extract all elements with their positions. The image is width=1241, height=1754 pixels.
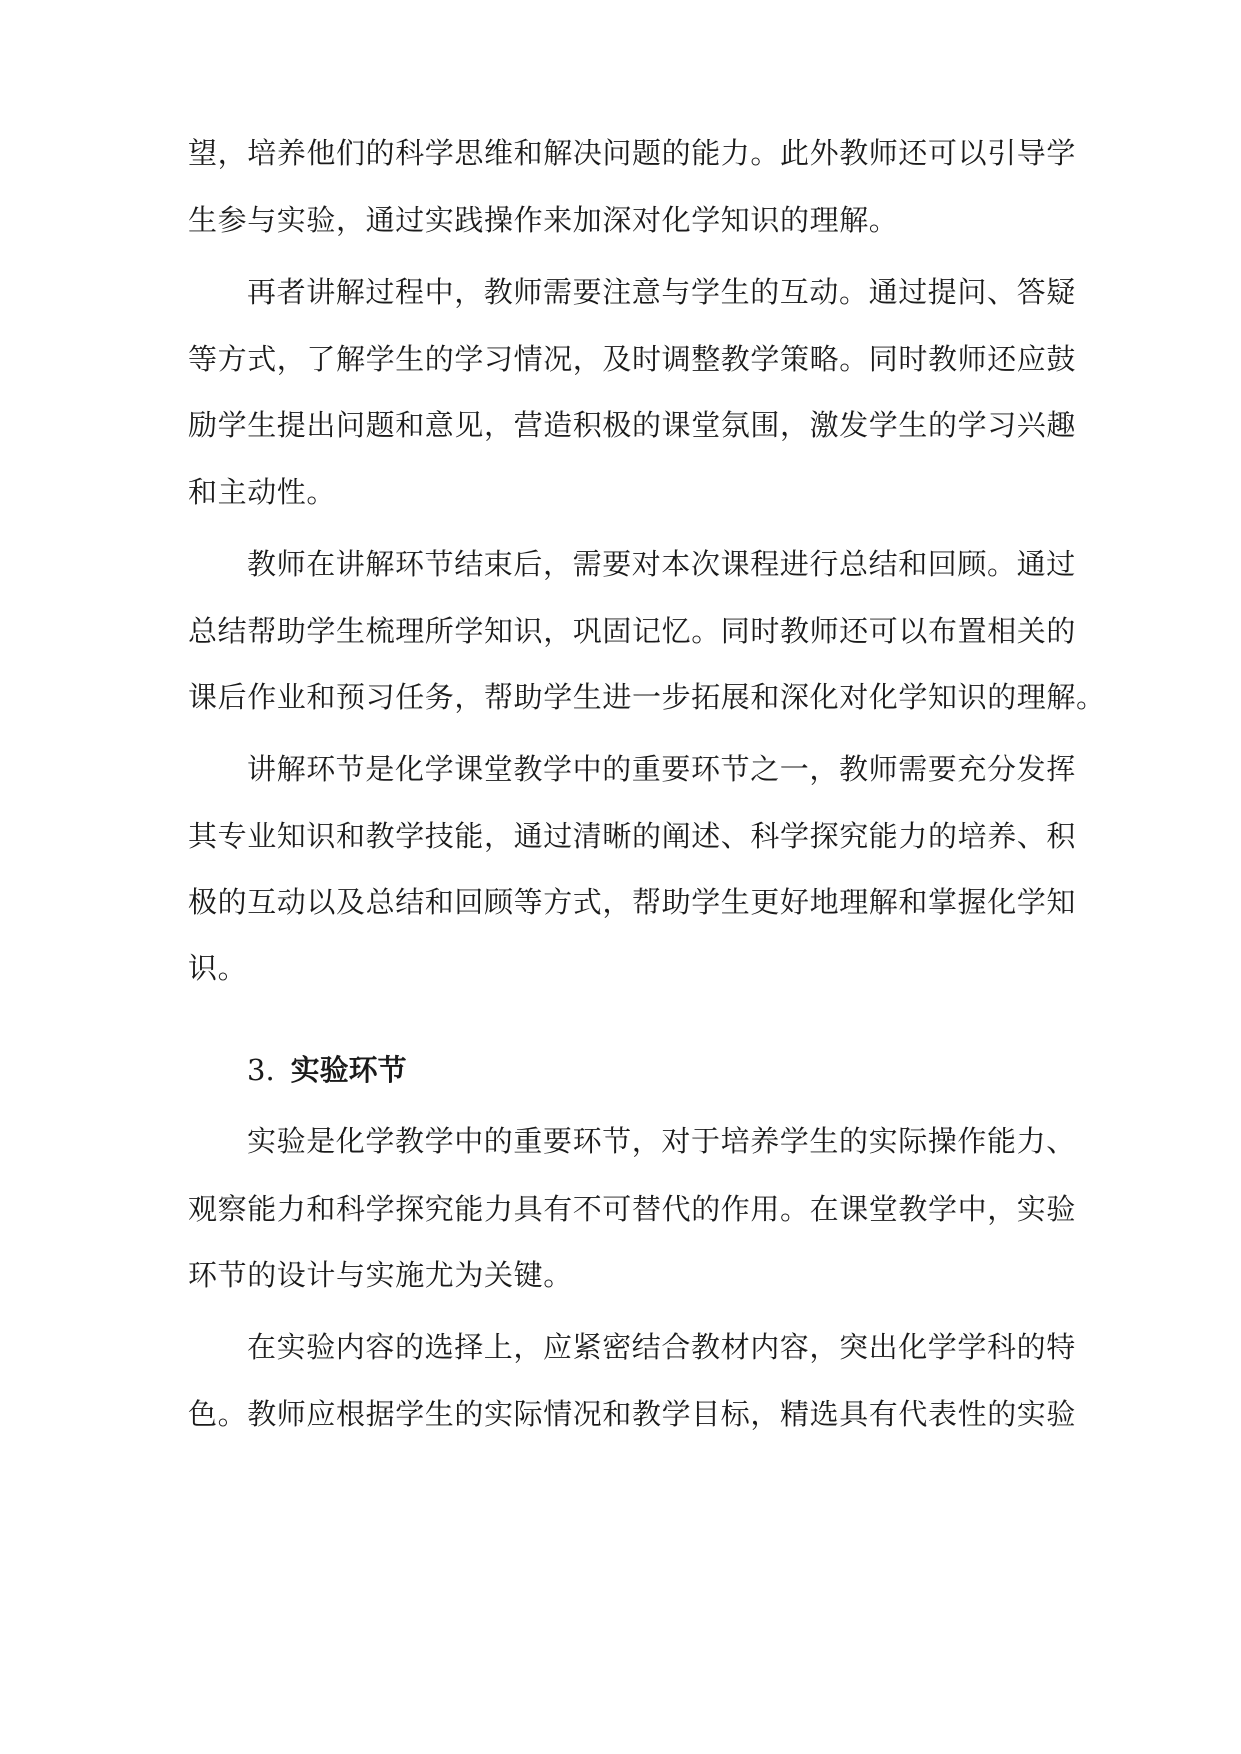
- paragraph-line: 课后作业和预习任务，帮助学生进一步拓展和深化对化学知识的理解。: [188, 680, 1106, 714]
- paragraph-line: 等方式，了解学生的学习情况，及时调整教学策略。同时教师还应鼓: [188, 342, 1077, 376]
- section-title: 实验环节: [290, 1053, 407, 1087]
- paragraph-line: 在实验内容的选择上，应紧密结合教材内容，突出化学学科的特: [247, 1330, 1076, 1364]
- paragraph-line: 环节的设计与实施尤为关键。: [188, 1258, 573, 1292]
- paragraph-line: 和主动性。: [188, 475, 337, 509]
- paragraph-line: 讲解环节是化学课堂教学中的重要环节之一，教师需要充分发挥: [247, 752, 1076, 786]
- paragraph-line: 生参与实验，通过实践操作来加深对化学知识的理解。: [188, 203, 899, 237]
- section-heading: [247, 1050, 407, 1090]
- paragraph-line: 再者讲解过程中，教师需要注意与学生的互动。通过提问、答疑: [247, 275, 1076, 309]
- paragraph-line: 色。教师应根据学生的实际情况和教学目标，精选具有代表性的实验: [188, 1397, 1077, 1431]
- paragraph-line: 实验是化学教学中的重要环节，对于培养学生的实际操作能力、: [247, 1124, 1076, 1158]
- paragraph-line: 教师在讲解环节结束后，需要对本次课程进行总结和回顾。通过: [247, 547, 1076, 581]
- paragraph-line: 识。: [188, 951, 248, 985]
- paragraph-line: 极的互动以及总结和回顾等方式，帮助学生更好地理解和掌握化学知: [188, 885, 1077, 919]
- section-number: 3.: [247, 1053, 275, 1087]
- paragraph-line: 望，培养他们的科学思维和解决问题的能力。此外教师还可以引导学: [188, 136, 1077, 170]
- paragraph-line: 其专业知识和教学技能，通过清晰的阐述、科学探究能力的培养、积: [188, 819, 1077, 853]
- paragraph-line: 励学生提出问题和意见，营造积极的课堂氛围，激发学生的学习兴趣: [188, 408, 1077, 442]
- paragraph-line: 总结帮助学生梳理所学知识，巩固记忆。同时教师还可以布置相关的: [188, 614, 1077, 648]
- paragraph-line: 观察能力和科学探究能力具有不可替代的作用。在课堂教学中，实验: [188, 1192, 1077, 1226]
